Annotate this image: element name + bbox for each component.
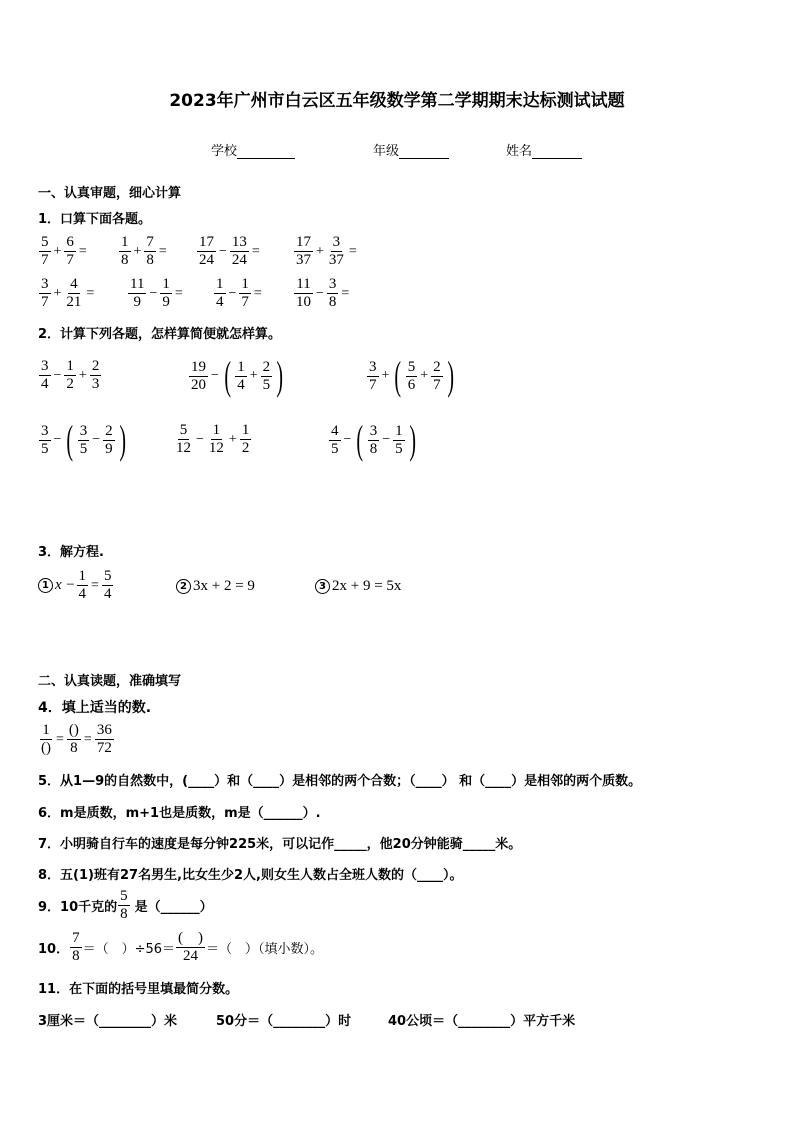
q7: 7．小明骑自行车的速度是每分钟225米，可以记作_____，他20分钟能骑_____米。 [38,837,522,852]
q5: 5．从1—9的自然数中，(____）和（____）是相邻的两个合数；（____） 和（____）是相邻的两个质数。 [38,774,642,789]
q2-expression: $\frac{3}{7}$ + ( $\frac{5}{6}$ + $\frac{2}{7}$ ) [369,353,454,398]
q1-item: $\frac{3}{7}$ + $\frac{4}{21}$ = [41,276,95,310]
q6: 6．m是质数，m+1也是质数，m是（______）. [38,806,321,821]
q1-item: $\frac{17}{37}$ + $\frac{3}{37}$ = [296,234,357,268]
q10: 10． $\frac{7}{8}$ ＝（ ）÷56＝ $\frac{( )}{24}$ ＝（ ）（填小数）。 [38,930,324,964]
section1-heading: 一、认真审题，细心计算 [38,186,182,201]
q4-fraction-chain: $\frac{1}{()}$ = $\frac{()}{8}$ = $\frac{36}{72}$ [41,722,112,756]
q11-label: 11．在下面的括号里填最简分数。 [38,982,239,997]
grade-field[interactable]: 年级 [373,140,449,159]
q3-equation-1: 1 x − $\frac{1}{4}$ = $\frac{5}{4}$ [38,568,114,603]
q4-label: 4．填上适当的数. [38,700,152,716]
q11-item-c: 40公顷＝（________）平方千米 [388,1014,576,1029]
q3-equation-2: 2 3x + 2 = 9 [176,578,255,595]
q2-label: 2．计算下列各题，怎样算简便就怎样算。 [38,327,282,342]
q2-expression: $\frac{3}{5}$ − ( $\frac{3}{5}$ − $\frac{2}{9}$ ) [41,417,126,462]
q2-expression: $\frac{4}{5}$ − ( $\frac{3}{8}$ − $\frac{1}{5}$ ) [331,417,416,462]
q3-equation-3: 3 2x + 9 = 5x [315,578,401,595]
q9: 9．10千克的 $\frac{5}{8}$ 是（______） [38,888,213,922]
circled-number: 1 [38,578,53,593]
circled-number: 3 [315,579,330,594]
q1-label: 1．口算下面各题。 [38,212,152,227]
name-field[interactable]: 姓名 [506,140,582,159]
section2-heading: 二、认真读题，准确填写 [38,674,182,689]
q1-item: $\frac{5}{7}$ + $\frac{6}{7}$ = [41,234,87,268]
q11-item-a: 3厘米＝（________）米 [38,1014,178,1029]
q2-expression: $\frac{19}{20}$ − ( $\frac{1}{4}$ + $\frac{2}{5}$ ) [191,353,284,398]
q1-item: $\frac{11}{9}$ − $\frac{1}{9}$ = [130,276,183,310]
q1-item: $\frac{1}{4}$ − $\frac{1}{7}$ = [216,276,262,310]
q1-item: $\frac{17}{24}$ − $\frac{13}{24}$ = [199,234,260,268]
circled-number: 2 [176,579,191,594]
page-title: 2023年广州市白云区五年级数学第二学期期末达标测试试题 [169,91,625,111]
school-field[interactable]: 学校 [211,140,295,159]
q11-item-b: 50分＝（________）时 [216,1014,352,1029]
q3-label: 3．解方程. [38,545,104,560]
q1-item: $\frac{1}{8}$ + $\frac{7}{8}$ = [121,234,167,268]
q2-expression: $\frac{3}{4}$ − $\frac{1}{2}$ + $\frac{2}{3}$ [41,358,100,392]
q1-item: $\frac{11}{10}$ − $\frac{3}{8}$ = [296,276,350,310]
q2-expression: $\frac{5}{12}$ − $\frac{1}{12}$ + $\frac{1}{2}$ [176,422,250,456]
q8: 8．五(1)班有27名男生,比女生少2人,则女生人数占全班人数的（____）。 [38,868,463,883]
